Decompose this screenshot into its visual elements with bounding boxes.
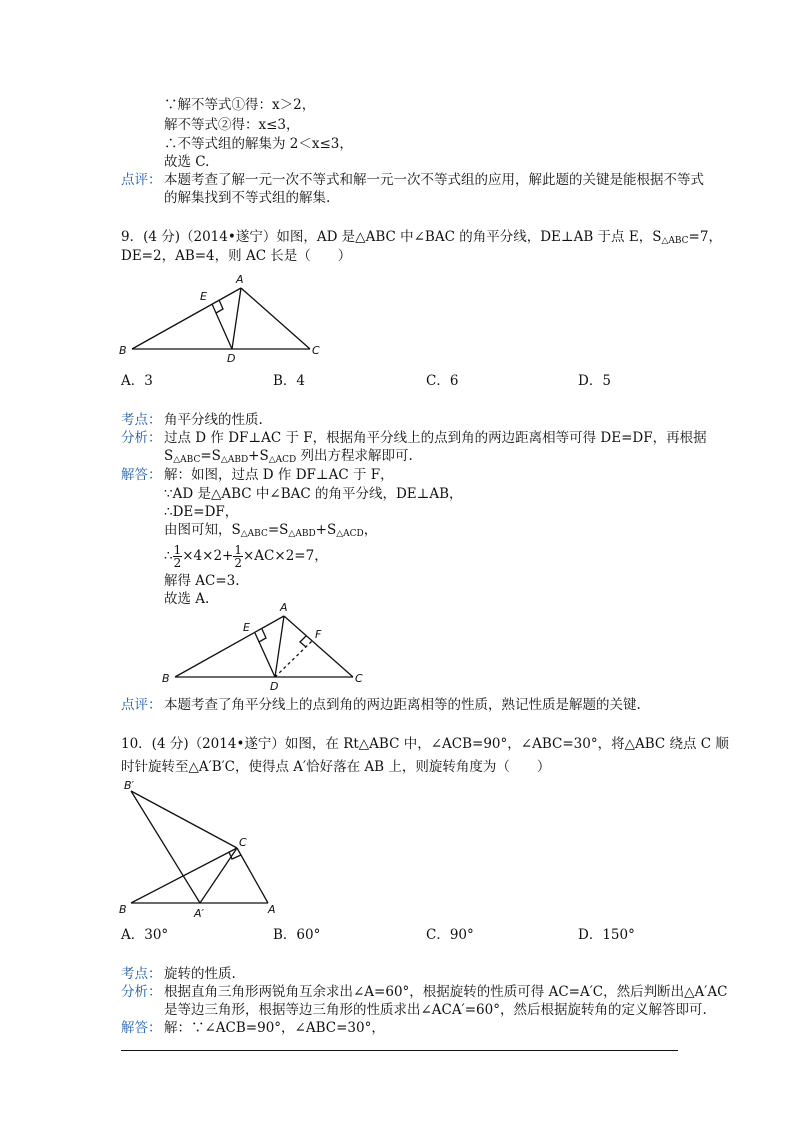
- q9s-label-a: A: [280, 601, 288, 614]
- q9-eq-prefix: ∴: [164, 548, 173, 564]
- q10-fenxi-label: 分析：: [121, 984, 162, 1000]
- q9-kaodian: 角平分线的性质.: [164, 412, 263, 428]
- q10-option-b: B．60°: [273, 927, 321, 943]
- q9-eq-mid: ×4×2+: [182, 548, 234, 564]
- q9-label-e: E: [200, 290, 207, 303]
- q9-jieda-line-7: 故选 A.: [164, 591, 210, 607]
- q9-option-b: B．4: [273, 373, 306, 389]
- q10-label-a: A: [268, 903, 276, 916]
- q9-jieda-line-3: ∴DE=DF，: [164, 504, 239, 520]
- q9-fenxi-line-1: 过点 D 作 DF⊥AC 于 F，根据角平分线上的点到角的两边距离相等可得 DE=DF，再根据: [164, 430, 707, 446]
- q10-label-b-prime: B′: [124, 779, 135, 792]
- q9-jieda-sub-1: △ABC: [240, 529, 268, 539]
- q10-side-b1-a1: [131, 791, 200, 903]
- q9-fenxi-sub-2: △ABD: [220, 455, 249, 465]
- q10-jieda-line-1: 解：∵∠ACB=90°，∠ABC=30°，: [164, 1020, 385, 1036]
- q9-jieda-4d: ，: [363, 522, 378, 538]
- q10-side-ca: [237, 848, 268, 903]
- q9s-label-b: B: [162, 672, 170, 685]
- q9-label-d: D: [227, 352, 236, 365]
- q10-kaodian-label: 考点：: [121, 966, 162, 982]
- q10-label-b: B: [119, 903, 127, 916]
- q10-side-b1-c: [131, 791, 237, 848]
- q10-stem-line-2: 时针旋转至△A′B′C，使得点 A′恰好落在 AB 上，则旋转角度为（ ）: [121, 759, 551, 775]
- q10-option-c: C．90°: [426, 927, 474, 943]
- q10-option-d: D．150°: [578, 927, 635, 943]
- q9-jieda-label: 解答：: [121, 467, 162, 483]
- prev-line-1: ∵解不等式①得：x＞2，: [164, 97, 316, 113]
- q9s-label-e: E: [243, 621, 250, 634]
- q9-fenxi-2d: 列出方程求解即可.: [296, 448, 413, 464]
- q9-jieda-line-2: ∵AD 是△ABC 中∠BAC 的角平分线，DE⊥AB，: [164, 486, 463, 502]
- q10-fenxi-line-2: 是等边三角形，根据等边三角形的性质求出∠ACA′=60°，然后根据旋转角的定义解答即可.: [164, 1002, 707, 1018]
- prev-comment-line-1: 本题考查了解一元一次不等式和解一元一次不等式组的应用，解此题的关键是能根据不等式: [164, 172, 704, 188]
- q9-jieda-sub-3: △ACD: [336, 529, 364, 539]
- q9-fenxi-2a: S: [164, 448, 174, 464]
- q9-frac2-num: 1: [234, 543, 242, 557]
- prev-comment-label: 点评：: [121, 172, 162, 188]
- q10-label-a-prime: A′: [194, 907, 205, 920]
- q10-fenxi-line-1: 根据直角三角形两锐角互余求出∠A=60°，根据旋转的性质可得 AC=A′C，然后判断出△A′AC: [164, 984, 728, 1000]
- q9-fenxi-2b: =S: [200, 448, 221, 464]
- q10-label-c: C: [239, 836, 247, 849]
- q9-jieda-line-6: 解得 AC=3.: [164, 573, 240, 589]
- q9-frac1-den: 2: [173, 556, 182, 570]
- q10-side-bc: [131, 848, 237, 903]
- prev-line-4: 故选 C.: [164, 154, 210, 170]
- q9-fenxi-sub-3: △ACD: [268, 455, 297, 465]
- prev-comment-line-2: 的解集找到不等式组的解集.: [164, 190, 331, 206]
- q9-frac1-num: 1: [173, 543, 182, 557]
- prev-line-3: ∴不等式组的解集为 2＜x≤3，: [164, 136, 353, 152]
- prev-line-2: 解不等式②得：x≤3，: [164, 117, 300, 133]
- q9-stem-line-2: DE=2，AB=4，则 AC 长是（ ）: [121, 248, 352, 264]
- q9-jieda-4a: 由图可知，S: [164, 522, 241, 538]
- q9-label-c: C: [312, 344, 320, 357]
- q9-label-a: A: [236, 273, 244, 286]
- q9-fenxi-2c: +S: [248, 448, 269, 464]
- q9-jieda-line-1: 解：如图，过点 D 作 DF⊥AC 于 F，: [164, 467, 394, 483]
- q9-jieda-4c: +S: [315, 522, 337, 538]
- q9-stem-b: =7，: [688, 229, 722, 245]
- q10-option-a: A．30°: [121, 927, 169, 943]
- q10-stem-line-1: 10．(4 分)（2014•遂宁）如图，在 Rt△ABC 中，∠ACB=90°，∠ABC=30°，将△ABC 绕点 C 顺: [121, 736, 729, 752]
- page-footer-rule: [121, 1050, 678, 1051]
- q9-jieda-sub-2: △ABD: [288, 529, 316, 539]
- q10-kaodian: 旋转的性质.: [164, 966, 236, 982]
- q9-frac2-den: 2: [234, 556, 242, 570]
- q9-stem-sub: △ABC: [661, 236, 689, 246]
- q9-eq-end: ×AC×2=7，: [243, 548, 328, 564]
- q9-option-c: C．6: [426, 373, 459, 389]
- q9-label-b: B: [119, 344, 127, 357]
- q9s-label-c: C: [355, 672, 363, 685]
- q9-dianping: 本题考查了角平分线上的点到角的两边距离相等的性质，熟记性质是解题的关键.: [164, 697, 641, 713]
- q9-option-a: A．3: [121, 373, 153, 389]
- q9-kaodian-label: 考点：: [121, 412, 162, 428]
- q9-option-d: D．5: [578, 373, 611, 389]
- q9s-label-d: D: [270, 680, 279, 693]
- q9-fenxi-sub-1: △ABC: [173, 455, 201, 465]
- q9s-label-f: F: [315, 628, 322, 641]
- q9-fenxi-label: 分析：: [121, 430, 162, 446]
- q10-jieda-label: 解答：: [121, 1020, 162, 1036]
- q9-stem-a: 9．(4 分)（2014•遂宁）如图，AD 是△ABC 中∠BAC 的角平分线，DE⊥AB 于点 E，S: [121, 229, 662, 245]
- q9-dianping-label: 点评：: [121, 697, 162, 713]
- q9-jieda-4b: =S: [267, 522, 289, 538]
